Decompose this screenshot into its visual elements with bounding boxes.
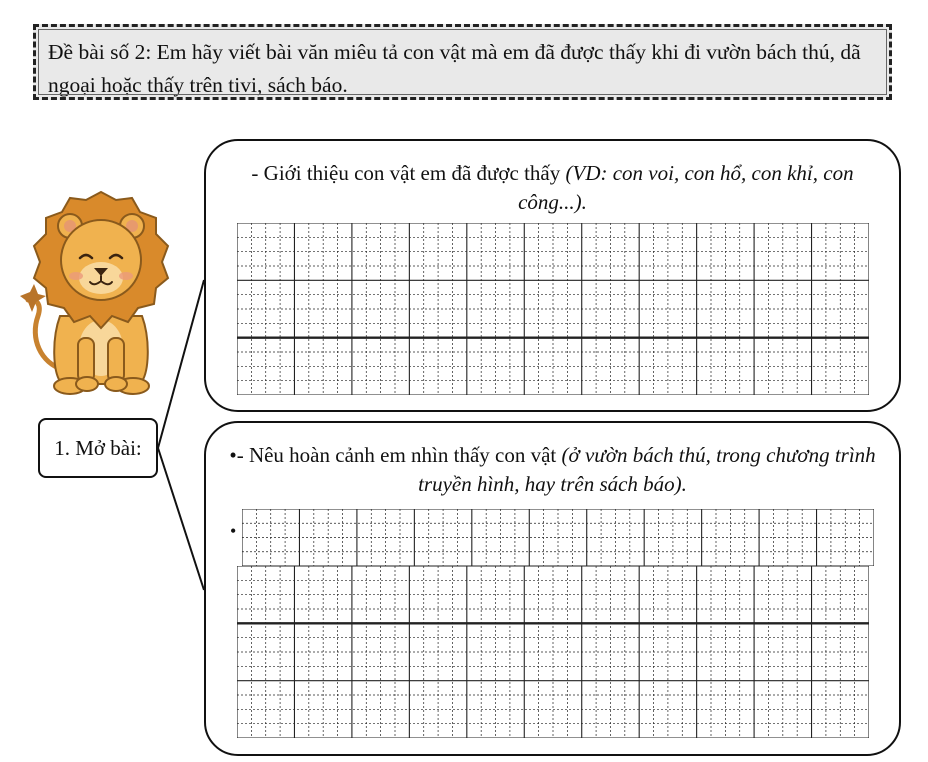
- section-label-box: [38, 418, 158, 478]
- panel-1-instruction-example: (VD: con voi, con hổ, con khỉ, con công...).: [518, 161, 854, 214]
- writing-grid-2a[interactable]: [242, 509, 874, 566]
- panel-2-instruction-main: •- Nêu hoàn cảnh em nhìn thấy con vật: [229, 443, 562, 467]
- panel-1-instruction: [226, 159, 879, 217]
- lion-illustration: [12, 188, 184, 398]
- intro-panel-2: [204, 421, 901, 756]
- panel-2-instruction-example: (ở vườn bách thú, trong chương trình truyền hình, hay trên sách báo).: [418, 443, 876, 496]
- section-label: 1. Mở bài:: [54, 435, 142, 460]
- panel-2-instruction: [226, 441, 879, 499]
- writing-grid-2b[interactable]: [237, 566, 869, 738]
- intro-panel-1: [204, 139, 901, 412]
- assignment-prompt-box: [33, 24, 892, 100]
- panel-1-instruction-main: - Giới thiệu con vật em đã được thấy: [251, 161, 566, 185]
- bullet-mark: •: [230, 521, 237, 541]
- writing-grid-1[interactable]: [237, 223, 869, 395]
- assignment-prompt-text: Đề bài số 2: Em hãy viết bài văn miêu tả con vật mà em đã được thấy khi đi vườn bách thú, dã ngoại hoặc thấy trên tivi, sách báo.: [48, 40, 861, 97]
